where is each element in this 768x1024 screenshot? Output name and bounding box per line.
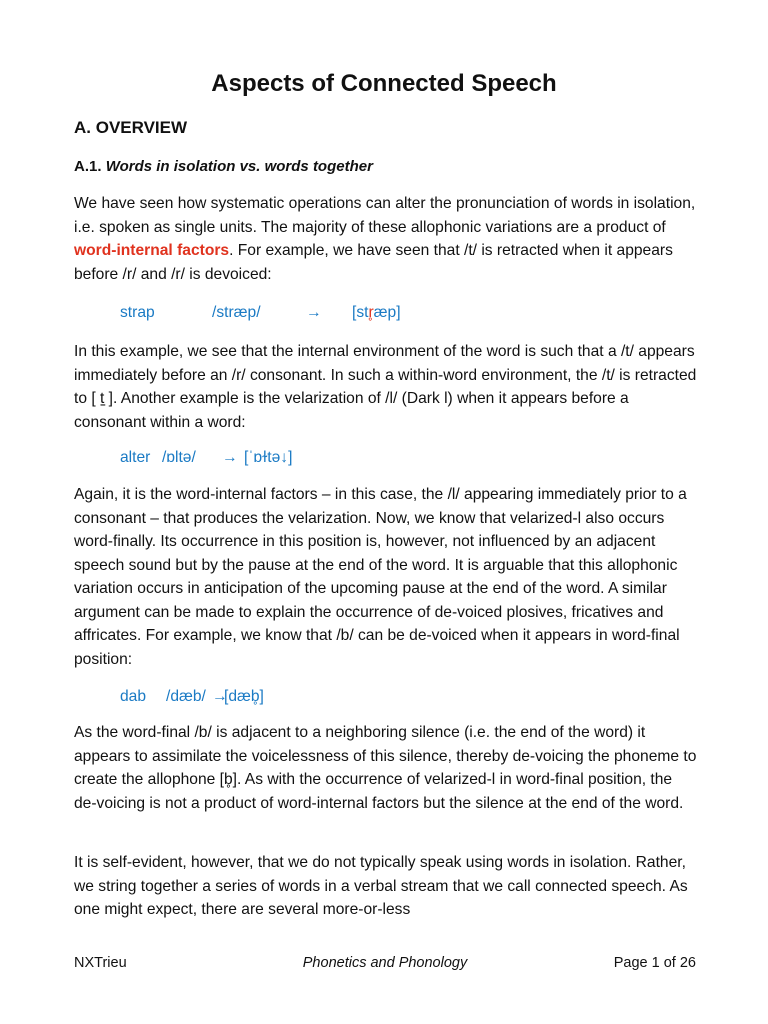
phonetic-part-b: r̥ xyxy=(368,304,374,321)
subsection-number: A.1. xyxy=(74,158,102,175)
paragraph-1-text-a: We have seen how systematic operations can alter the pronunciation of words in isolation, i.e. spoken as single units. The majority of these allophonic variations are a product of xyxy=(74,195,696,236)
paragraph-2: In this example, we see that the internal environment of the word is such that a /t/ appears immediately before an /r/ consonant. In such a within-word environment, the /t/ is retracted to [ t̠ ]. Another example is the velarization of /l/ (Dark l) when it appears before a consonant within a word: xyxy=(74,343,697,431)
example-phonetic: [dæb̥] xyxy=(224,688,264,705)
example-arrow: → xyxy=(222,449,238,466)
example-phonetic xyxy=(352,304,401,322)
example-phonemic: /dæb/ xyxy=(166,688,206,705)
footer-course: Phonetics and Phonology xyxy=(302,955,468,971)
paragraph-4: As the word-final /b/ is adjacent to a neighboring silence (i.e. the end of the word) it appears to assimilate the voicelessness of this silence, thereby de-voicing the phoneme to create the allophone [b̥]. As with the occurrence of velarized-l in word-final position, the de-voicing is not a product of word-internal factors but the silence at the end of the word. xyxy=(74,724,697,812)
example-phonetic: [ˈɒɫtə↓] xyxy=(244,449,293,466)
footer-page-number: Page 1 of 26 xyxy=(613,955,696,971)
section-heading: A. OVERVIEW xyxy=(74,118,188,137)
phonetic-part-a: [st xyxy=(352,304,369,321)
subsection-title: Words in isolation vs. words together xyxy=(105,158,373,175)
example-word: strap xyxy=(120,304,155,321)
example-alter xyxy=(120,449,292,467)
paragraph-3: Again, it is the word-internal factors – in this case, the /l/ appearing immediately prior to a consonant – that produces the velarization. Now, we know that velarized-l also occurs word-finally. Its occurrence in this position is, however, not influenced by an adjacent speech sound but by the pause at the end of the word. It is arguable that this allophonic variation occurs in anticipation of the upcoming pause at the end of the word. A similar argument can be made to explain the occurrence of de-voiced plosives, fricatives and affricates. For example, we know that /b/ can be de-voiced when it appears in word-final position: xyxy=(74,486,687,668)
phonetic-part-c: æp] xyxy=(373,304,401,321)
example-phonemic: /stræp/ xyxy=(212,304,261,321)
footer-author: NXTrieu xyxy=(74,955,127,971)
example-word: dab xyxy=(120,688,147,705)
example-word: alter xyxy=(120,449,151,466)
paragraph-1-text-b: . For example, we have seen that /t/ is retracted when it appears before /r/ and /r/ is devoiced: xyxy=(74,242,673,283)
example-strap xyxy=(120,304,401,322)
paragraph-1 xyxy=(74,192,698,286)
subsection-heading xyxy=(74,158,373,175)
paragraph-5: It is self-evident, however, that we do not typically speak using words in isolation. Rather, we string together a series of words in a verbal stream that we call connected speech. As one might expect, there are several more-or-less xyxy=(74,854,688,918)
example-arrow: → xyxy=(306,304,322,321)
highlight-word-internal-factors: word-internal factors xyxy=(74,242,230,259)
example-dab xyxy=(120,688,264,706)
example-arrow: → xyxy=(212,688,228,705)
example-phonemic: /ɒltə/ xyxy=(162,449,196,466)
page-title: Aspects of Connected Speech xyxy=(211,70,557,97)
